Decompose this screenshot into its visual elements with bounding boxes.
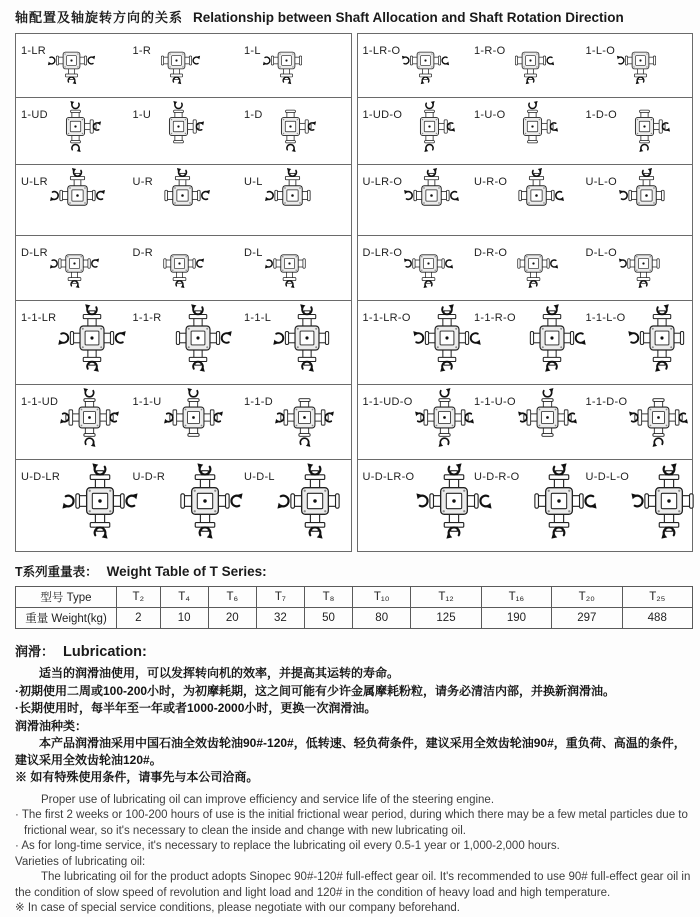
gearbox-diagram [47, 36, 96, 85]
gearbox-diagram [49, 100, 102, 153]
shaft-config-label: 1-LR [21, 45, 47, 57]
rotation-arrow-icon [197, 259, 204, 267]
rotation-arrow-icon [63, 496, 74, 509]
lubrication-title-zh: 润滑： [15, 644, 55, 659]
shaft-table-left-column [15, 33, 352, 552]
shaft-config-1-1-L [239, 301, 351, 384]
shaft-config-1-R-O [469, 34, 581, 97]
rotation-arrow-icon [653, 438, 663, 447]
weight-cell: 125 [411, 608, 481, 629]
shaft-config-1-L-O [581, 34, 693, 97]
rotation-arrow-icon [202, 190, 210, 199]
type-cell: T₁₆ [481, 587, 551, 608]
type-cell: T₂ [117, 587, 161, 608]
gearbox-diagram [163, 387, 224, 448]
shaft-config-label: 1-UD-O [362, 109, 403, 121]
rotation-arrow-icon [426, 101, 435, 109]
rotation-arrow-icon [173, 101, 182, 109]
shaft-row [358, 97, 693, 164]
shaft-config-1-1-U [128, 385, 240, 459]
shaft-config-label: 1-D-O [585, 109, 617, 121]
shaft-config-1-1-D [239, 385, 351, 459]
shaft-config-label: U-LR-O [362, 176, 403, 188]
shaft-config-1-1-LR-O [358, 301, 470, 384]
weight-cell: 80 [353, 608, 411, 629]
shaft-config-label: D-R [132, 247, 153, 259]
rotation-arrow-icon [639, 144, 648, 152]
shaft-config-1-R [128, 34, 240, 97]
shaft-config-label: U-LR [21, 176, 48, 188]
gearbox-diagram [403, 100, 456, 153]
shaft-config-D-LR [16, 236, 128, 300]
gearbox-diagram [517, 387, 578, 448]
shaft-config-U-L-O [581, 165, 693, 235]
shaft-config-label: D-LR [21, 247, 48, 259]
shaft-row [358, 235, 693, 300]
gearbox-diagram [616, 36, 665, 85]
rotation-arrow-icon [619, 259, 626, 267]
type-cell: T₁₀ [353, 587, 411, 608]
shaft-config-label: U-D-L [244, 471, 275, 483]
rotation-arrow-icon [286, 144, 295, 152]
rotation-arrow-icon [619, 190, 627, 199]
rotation-arrow-icon [404, 259, 411, 267]
shaft-config-U-D-L-O [581, 460, 693, 551]
shaft-row [16, 384, 351, 459]
lubrication-line-en: Varieties of lubricating oil: [15, 855, 146, 868]
shaft-config-D-R-O [469, 236, 581, 300]
rotation-arrow-icon [88, 56, 95, 64]
lubrication-line-zh: ·长期使用时，每半年至一年或者1000-2000小时，更换一次润滑油。 [15, 701, 377, 715]
shaft-config-label: 1-U [132, 109, 152, 121]
shaft-config-U-D-R-O [469, 460, 581, 551]
gearbox-diagram [627, 303, 697, 373]
shaft-config-U-R [128, 165, 240, 235]
rotation-arrow-icon [548, 57, 555, 65]
gearbox-diagram [506, 36, 555, 85]
shaft-config-label: 1-1-UD [21, 396, 59, 408]
shaft-config-D-LR-O [358, 236, 470, 300]
weight-cell: 50 [304, 608, 352, 629]
rotation-arrow-icon [193, 56, 200, 64]
gearbox-diagram [264, 167, 321, 224]
shaft-config-label: 1-U-O [474, 109, 506, 121]
gearbox-diagram [517, 303, 587, 373]
gearbox-diagram [276, 462, 354, 540]
lubrication-line-zh: 适当的润滑油使用，可以发挥转向机的效率，并提高其运转的寿命。 [39, 666, 400, 680]
shaft-config-D-L [239, 236, 351, 300]
rotation-arrow-icon [442, 57, 449, 65]
gearbox-diagram [618, 100, 671, 153]
rotation-arrow-icon [632, 493, 643, 506]
rotation-arrow-icon [50, 260, 57, 268]
shaft-config-label: U-D-R-O [474, 471, 520, 483]
type-cell: T₆ [208, 587, 256, 608]
gearbox-diagram [264, 238, 315, 289]
rotation-arrow-icon [48, 57, 55, 65]
rotation-arrow-icon [273, 333, 283, 345]
gearbox-diagram [508, 238, 559, 289]
weight-cell: 32 [256, 608, 304, 629]
rotation-arrow-icon [440, 388, 450, 397]
lubrication-line-zh: 润滑油种类： [15, 718, 88, 733]
shaft-config-1-L [239, 34, 351, 97]
type-cell: T₂₅ [622, 587, 692, 608]
rotation-arrow-icon [402, 56, 409, 64]
shaft-config-U-L [239, 165, 351, 235]
rotation-arrow-icon [617, 56, 624, 64]
shaft-config-label: U-R [132, 176, 153, 188]
shaft-config-1-D-O [581, 98, 693, 164]
shaft-config-D-L-O [581, 236, 693, 300]
shaft-config-1-U-O [469, 98, 581, 164]
shaft-config-1-1-R [128, 301, 240, 384]
lubrication-line-en: The lubricating oil for the product adopts Sinopec 90#-120# full-effect gear oil. It's recommended to use 90# full-effect gear oil in the condition of slow speed of revolution and light load and 120# in the condition of heavy load and high temperature. [15, 871, 691, 899]
rotation-arrow-icon [404, 190, 412, 199]
lubrication-text-en [15, 793, 693, 917]
gearbox-diagram [166, 462, 244, 540]
lubrication-title-en: Lubrication: [63, 644, 147, 660]
gearbox-diagram [403, 167, 460, 224]
rotation-arrow-icon [529, 101, 538, 109]
shaft-config-label: 1-LR-O [362, 45, 401, 57]
type-cell: T₂₀ [552, 587, 622, 608]
gearbox-diagram [618, 167, 675, 224]
rotation-arrow-icon [425, 144, 434, 152]
gearbox-diagram [628, 387, 689, 448]
type-cell: T₁₂ [411, 587, 481, 608]
rotation-arrow-icon [277, 496, 288, 509]
shaft-config-label: 1-L-O [585, 45, 616, 57]
rotation-arrow-icon [265, 192, 273, 201]
gearbox-diagram [152, 100, 205, 153]
shaft-config-label: 1-D [244, 109, 263, 121]
weight-header-cell: 重量 Weight(kg) [16, 608, 117, 629]
gearbox-diagram [264, 100, 317, 153]
gearbox-diagram [630, 462, 700, 540]
shaft-config-label: 1-1-R-O [474, 312, 516, 324]
shaft-config-label: 1-1-LR-O [362, 312, 411, 324]
shaft-config-1-1-UD-O [358, 385, 470, 459]
shaft-config-1-LR [16, 34, 128, 97]
gearbox-diagram [154, 238, 205, 289]
shaft-config-label: 1-1-U [132, 396, 162, 408]
shaft-row [16, 459, 351, 551]
shaft-config-label: U-D-LR [21, 471, 61, 483]
shaft-config-1-1-R-O [469, 301, 581, 384]
shaft-config-U-R-O [469, 165, 581, 235]
rotation-arrow-icon [417, 493, 428, 506]
rotation-arrow-icon [116, 331, 126, 343]
gearbox-diagram [154, 167, 211, 224]
gearbox-diagram [163, 303, 233, 373]
shaft-config-U-D-R [128, 460, 240, 551]
rotation-arrow-icon [86, 438, 96, 447]
lubrication-line-zh: ※ 如有特殊使用条件，请事先与本公司洽商。 [15, 770, 259, 784]
type-cell: T₈ [304, 587, 352, 608]
shaft-row [358, 459, 693, 551]
weight-cell: 10 [160, 608, 208, 629]
gearbox-diagram [618, 238, 669, 289]
shaft-config-label: 1-1-U-O [474, 396, 516, 408]
shaft-config-label: D-LR-O [362, 247, 403, 259]
shaft-row [358, 164, 693, 235]
shaft-config-label: 1-L [244, 45, 261, 57]
shaft-row [16, 300, 351, 384]
shaft-config-1-LR-O [358, 34, 470, 97]
gearbox-diagram [49, 167, 106, 224]
shaft-row [16, 97, 351, 164]
shaft-config-1-D [239, 98, 351, 164]
page-title [15, 7, 693, 26]
shaft-config-D-R [128, 236, 240, 300]
rotation-arrow-icon [551, 260, 558, 268]
type-cell: T₄ [160, 587, 208, 608]
shaft-config-label: U-L-O [585, 176, 617, 188]
page-title-en: Relationship between Shaft Allocation and Shaft Rotation Direction [193, 10, 624, 25]
weight-cell: 190 [481, 608, 551, 629]
shaft-config-label: D-L-O [585, 247, 617, 259]
shaft-config-U-LR-O [358, 165, 470, 235]
rotation-arrow-icon [628, 331, 638, 343]
shaft-config-U-D-L [239, 460, 351, 551]
shaft-config-1-1-UD [16, 385, 128, 459]
gearbox-diagram [403, 238, 454, 289]
shaft-config-label: 1-1-D [244, 396, 274, 408]
rotation-arrow-icon [265, 260, 272, 268]
gearbox-diagram [49, 238, 100, 289]
shaft-config-label: 1-1-L-O [585, 312, 626, 324]
rotation-arrow-icon [263, 57, 270, 65]
shaft-config-label: 1-R [132, 45, 152, 57]
shaft-config-label: 1-R-O [474, 45, 506, 57]
lubrication-text-zh [15, 665, 693, 786]
rotation-arrow-icon [70, 101, 79, 109]
rotation-arrow-icon [451, 192, 459, 201]
rotation-arrow-icon [72, 144, 81, 152]
shaft-config-label: U-D-LR-O [362, 471, 415, 483]
shaft-config-label: 1-1-L [244, 312, 272, 324]
lubrication-line-en: · As for long-time service, it's necessary to replace the lubricating oil every 0.5-1 year or 1,000-2,000 hours. [15, 840, 560, 852]
weight-cell: 488 [622, 608, 692, 629]
shaft-config-label: 1-1-UD-O [362, 396, 413, 408]
shaft-config-1-UD [16, 98, 128, 164]
weight-table [15, 586, 693, 629]
rotation-arrow-icon [59, 333, 69, 345]
lubrication-line-zh: 本产品润滑油采用中国石油全效齿轮油90#-120#，低转速、轻负荷条件，建议采用全效齿轮油90#，重负荷、高温的条件，建议采用全效齿轮油120#。 [15, 736, 686, 767]
shaft-row [358, 300, 693, 384]
shaft-rotation-table [15, 33, 693, 552]
gearbox-diagram [508, 167, 565, 224]
shaft-table-right-column [357, 33, 694, 552]
weight-cell: 297 [552, 608, 622, 629]
shaft-config-1-1-D-O [581, 385, 693, 459]
shaft-row [16, 235, 351, 300]
rotation-arrow-icon [413, 331, 423, 343]
shaft-config-1-1-LR [16, 301, 128, 384]
shaft-config-label: 1-UD [21, 109, 48, 121]
lubrication-line-en: ※ In case of special service conditions, please negotiate with our company beforehand. [15, 902, 460, 914]
shaft-config-label: U-D-L-O [585, 471, 630, 483]
shaft-config-1-UD-O [358, 98, 470, 164]
shaft-config-1-1-L-O [581, 301, 693, 384]
weight-cell: 2 [117, 608, 161, 629]
shaft-config-U-D-LR-O [358, 460, 470, 551]
rotation-arrow-icon [92, 259, 99, 267]
rotation-arrow-icon [446, 260, 453, 268]
shaft-config-label: 1-1-D-O [585, 396, 628, 408]
lubrication-line-zh: ·初期使用二周或100-200小时，为初摩耗期，这之间可能有少许金属摩耗粉粒，请务必清洁内部，并换新润滑油。 [15, 683, 616, 698]
lubrication-line-en: · The first 2 weeks or 100-200 hours of use is the initial frictional wear period, during which there may be a few metal particles due to frictional wear, so it's necessary to clean the inside and change with new lubricating oil. [15, 809, 688, 837]
rotation-arrow-icon [543, 388, 553, 397]
weight-cell: 20 [208, 608, 256, 629]
rotation-arrow-icon [556, 192, 564, 201]
type-cell: T₇ [256, 587, 304, 608]
shaft-config-label: U-L [244, 176, 263, 188]
type-header-cell: 型号 Type [16, 587, 117, 608]
shaft-row [16, 164, 351, 235]
gearbox-diagram [272, 303, 342, 373]
shaft-config-U-LR [16, 165, 128, 235]
rotation-arrow-icon [97, 190, 105, 199]
gearbox-diagram [262, 36, 311, 85]
shaft-config-label: 1-1-R [132, 312, 162, 324]
rotation-arrow-icon [187, 388, 197, 397]
shaft-config-label: U-D-R [132, 471, 166, 483]
gearbox-diagram [401, 36, 450, 85]
gearbox-diagram [274, 387, 335, 448]
rotation-arrow-icon [84, 388, 94, 397]
shaft-config-label: D-L [244, 247, 263, 259]
shaft-row [358, 34, 693, 97]
gearbox-diagram [414, 387, 475, 448]
weight-table-title [15, 562, 693, 580]
page-title-zh: 轴配置及轴旋转方向的关系 [15, 10, 184, 25]
rotation-arrow-icon [50, 192, 58, 201]
shaft-config-1-U [128, 98, 240, 164]
shaft-config-label: U-R-O [474, 176, 508, 188]
weight-table-title-zh: T系列重量表： [15, 565, 98, 579]
shaft-config-U-D-LR [16, 460, 128, 551]
weight-table-title-en: Weight Table of T Series: [106, 564, 267, 579]
gearbox-diagram [57, 303, 127, 373]
shaft-row [16, 34, 351, 97]
lubrication-line-en: Proper use of lubricating oil can improve efficiency and service life of the steering engine. [41, 793, 495, 806]
rotation-arrow-icon [221, 331, 231, 343]
shaft-config-label: D-R-O [474, 247, 508, 259]
rotation-arrow-icon [438, 438, 448, 447]
gearbox-diagram [152, 36, 201, 85]
gearbox-diagram [59, 387, 120, 448]
shaft-config-label: 1-1-LR [21, 312, 57, 324]
gearbox-diagram [506, 100, 559, 153]
lubrication-title [15, 641, 693, 660]
shaft-config-1-1-U-O [469, 385, 581, 459]
shaft-row [358, 384, 693, 459]
rotation-arrow-icon [300, 438, 310, 447]
